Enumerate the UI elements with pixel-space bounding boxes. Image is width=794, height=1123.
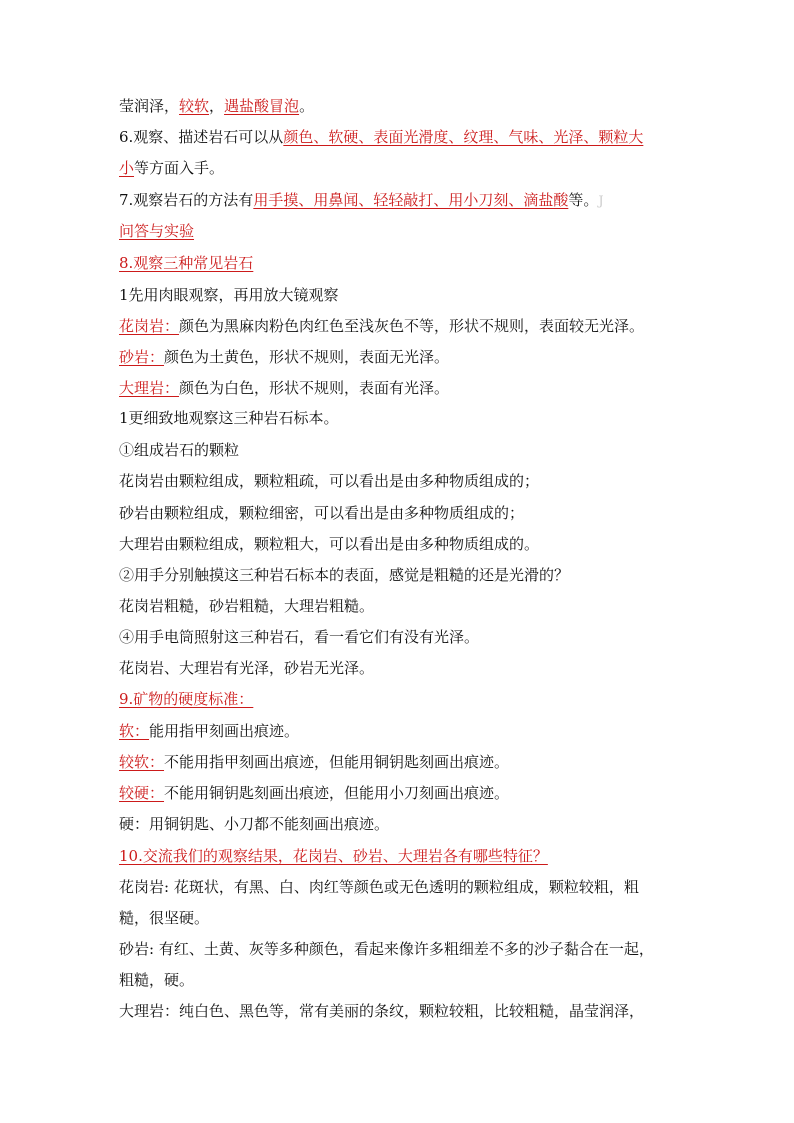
line-29: 粗糙，硬。 [119,971,195,989]
line-1: 莹润泽，较软，遇盐酸冒泡。 [119,97,315,115]
line-19: 花岗岩、大理岩有光泽，砂岩无光泽。 [119,659,375,677]
line-granite-look: 花岗岩：颜色为黑麻肉粉色肉红色至浅灰色不等，形状不规则，表面较无光泽。 [119,317,645,335]
heading-8: 8.观察三种常见岩石 [119,254,254,272]
line-2: 6.观察、描述岩石可以从颜色、软硬、表面光滑度、纹理、气味、光泽、颗粒大 [119,128,644,146]
line-7: 1先用肉眼观察，再用放大镜观察 [119,286,339,304]
line-12: ①组成岩石的颗粒 [119,441,240,459]
heading-qa-experiment: 问答与实验 [119,222,195,240]
line-27: 糙，很坚硬。 [119,909,210,927]
line-16: ②用手分别触摸这三种岩石标本的表面，感觉是粗糙的还是光滑的？ [119,566,570,584]
line-14: 砂岩由颗粒组成，颗粒细密，可以看出是由多种物质组成的； [119,504,525,522]
line-sandstone-look: 砂岩：颜色为土黄色，形状不规则，表面无光泽。 [119,348,450,366]
line-hard: 硬：用铜钥匙、小刀都不能刻画出痕迹。 [119,815,390,833]
line-fairly-hard: 较硬：不能用铜钥匙刻画出痕迹，但能用小刀刻画出痕迹。 [119,784,510,802]
line-fairly-soft: 较软：不能用指甲刻画出痕迹，但能用铜钥匙刻画出痕迹。 [119,753,510,771]
line-3: 小等方面入手。 [119,159,225,177]
line-18: ④用手电筒照射这三种岩石，看一看它们有没有光泽。 [119,628,480,646]
line-soft: 软：能用指甲刻画出痕迹。 [119,722,300,740]
line-28: 砂岩: 有红、土黄、灰等多种颜色，看起来像许多粗细差不多的沙子黏合在一起， [119,940,654,958]
heading-10: 10.交流我们的观察结果，花岗岩、砂岩、大理岩各有哪些特征？ [119,847,548,865]
heading-9: 9.矿物的硬度标准： [119,690,254,708]
line-26: 花岗岩: 花斑状，有黑、白、肉红等颜色或无色透明的颗粒组成，颗粒较粗，粗 [119,878,639,896]
line-30: 大理岩：纯白色、黑色等，常有美丽的条纹，颗粒较粗，比较粗糙，晶莹润泽， [119,1002,645,1020]
line-11: 1更细致地观察这三种岩石标本。 [119,409,339,427]
line-13: 花岗岩由颗粒组成，颗粒粗疏，可以看出是由多种物质组成的； [119,472,540,490]
line-4: 7.观察岩石的方法有用手摸、用鼻闻、轻轻敲打、用小刀刻、滴盐酸等。J [119,191,604,209]
line-15: 大理岩由颗粒组成，颗粒粗大，可以看出是由多种物质组成的。 [119,535,540,553]
stray-mark: J [598,194,604,209]
line-marble-look: 大理岩：颜色为白色，形状不规则，表面有光泽。 [119,379,450,397]
line-17: 花岗岩粗糙，砂岩粗糙，大理岩粗糙。 [119,597,375,615]
